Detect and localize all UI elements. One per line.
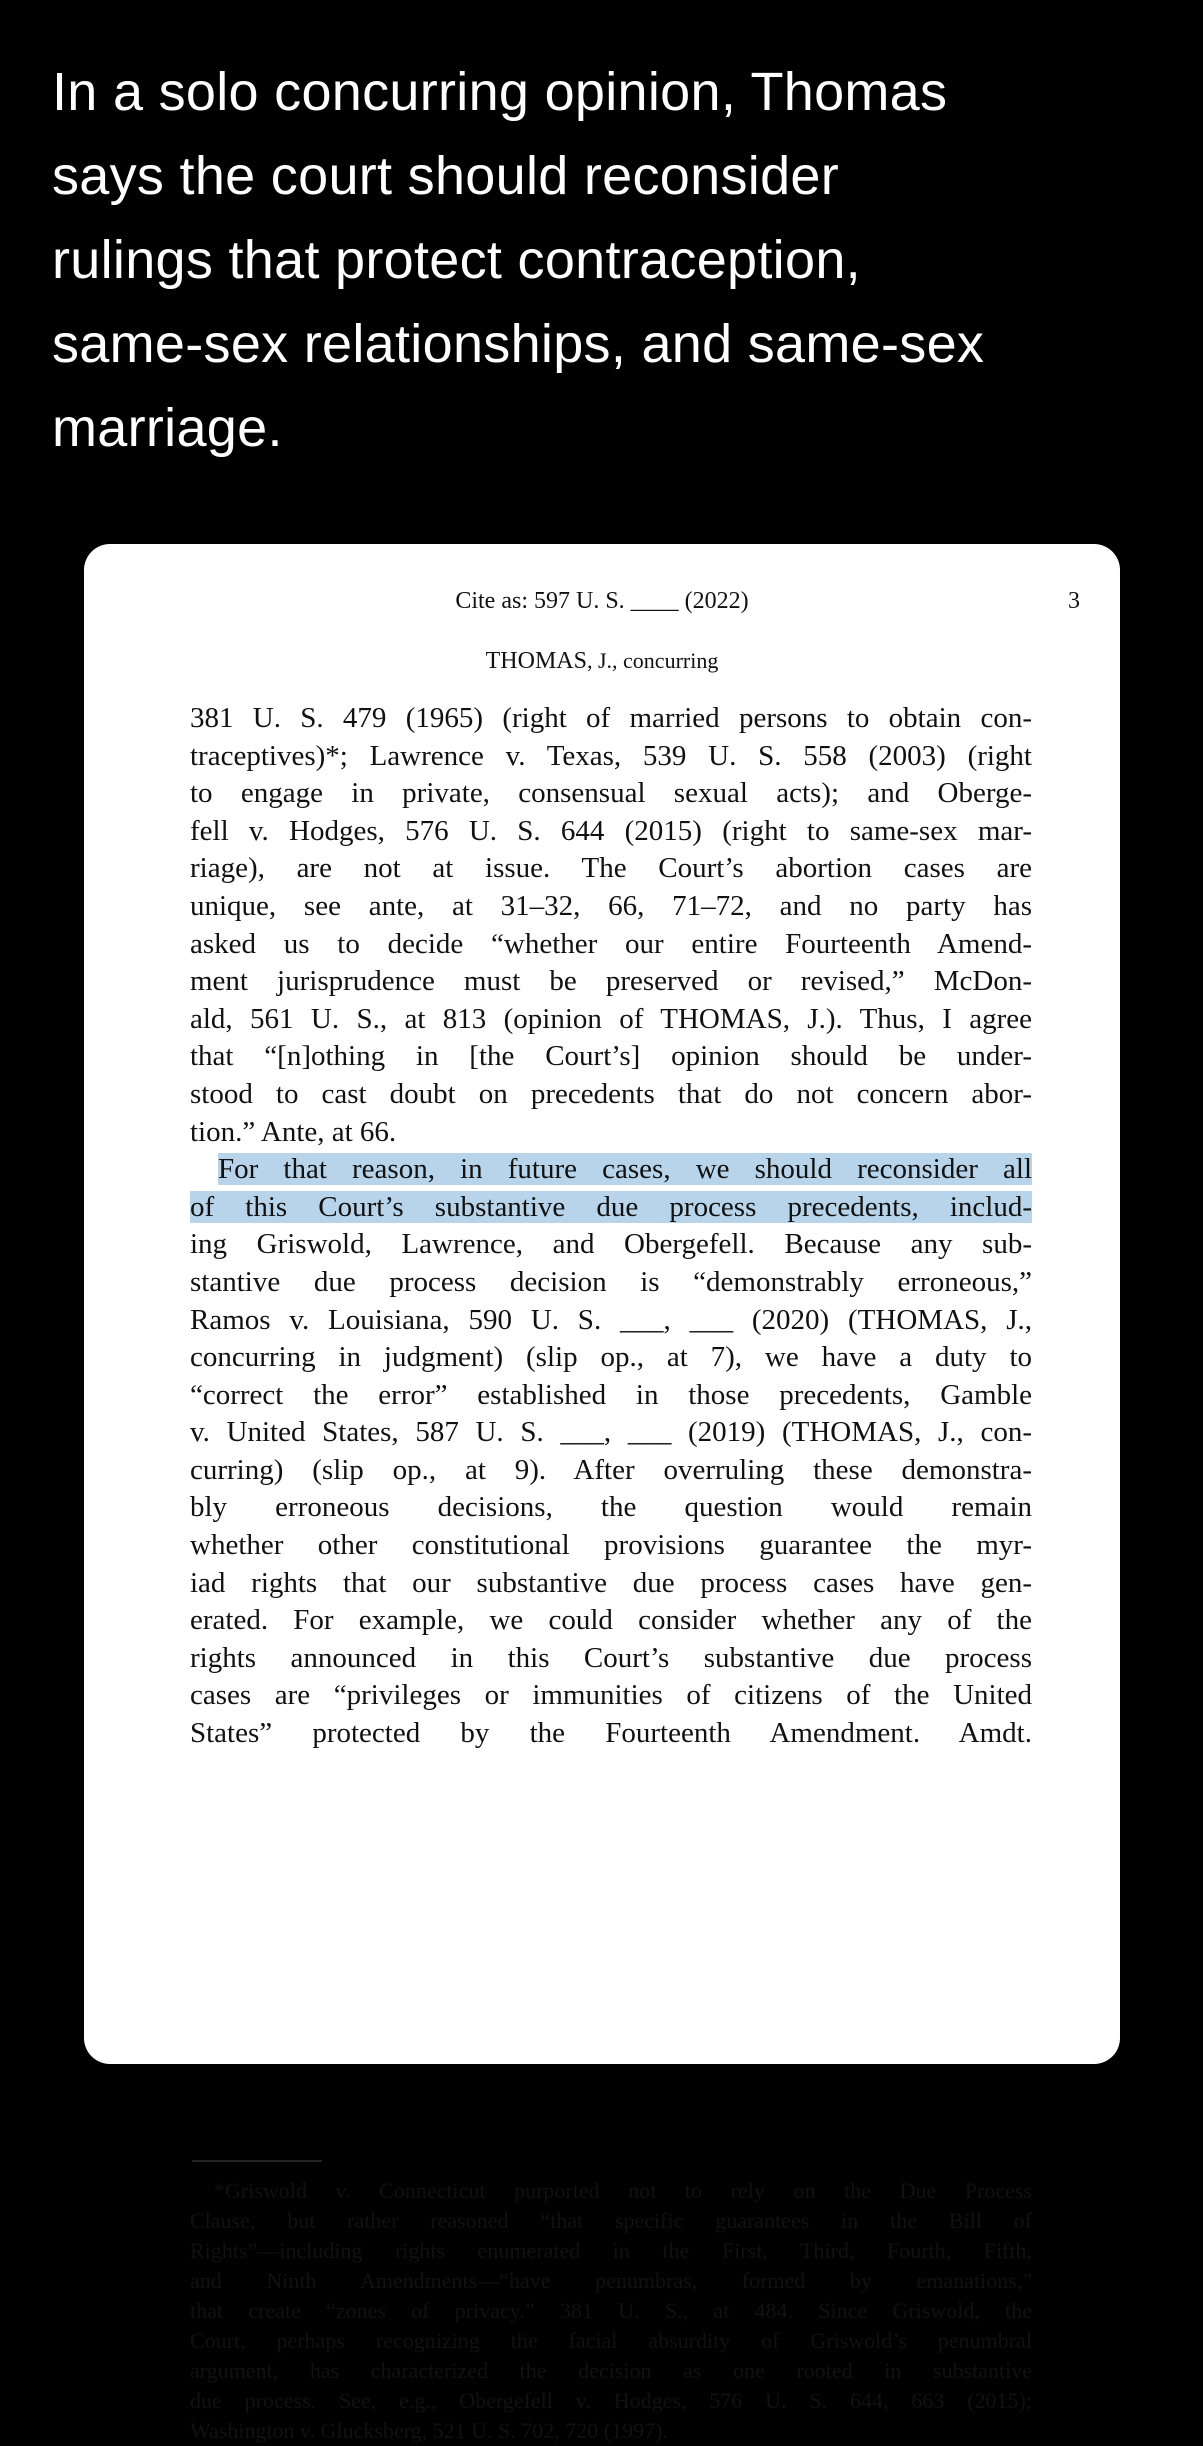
author-name: THOMAS: [485, 648, 587, 674]
body-line: rights announced in this Court’s substantive due process: [190, 1641, 1032, 1674]
body-line: v. United States, 587 U. S. ___, ___ (2019) (THOMAS, J., con-: [190, 1416, 1032, 1449]
body-line: whether other constitutional provisions guarantee the myr-: [190, 1529, 1032, 1562]
footnote-line: *Griswold v. Connecticut purported not to rely on the Due Process: [214, 2178, 1032, 2203]
tweet-text-line: marriage.: [52, 398, 283, 458]
tweet-text-line: rulings that protect contraception,: [52, 230, 861, 290]
body-line: “correct the error” established in those precedents, Gamble: [190, 1378, 1032, 1411]
tweet-text-line: same-sex relationships, and same-sex: [52, 314, 985, 374]
body-line: cases are “privileges or immunities of citizens of the United: [190, 1679, 1032, 1712]
body-line: tion.” Ante, at 66.: [190, 1115, 397, 1148]
body-line: stantive due process decision is “demonstrably erroneous,”: [190, 1265, 1032, 1298]
body-line: concurring in judgment) (slip op., at 7), we have a duty to: [190, 1341, 1032, 1374]
footnote-line: that create “zones of privacy.” 381 U. S., at 484. Since Griswold, the: [190, 2298, 1032, 2323]
body-line: to engage in private, consensual sexual acts); and Oberge-: [190, 777, 1032, 810]
body-line: that “[n]othing in [the Court’s] opinion should be under-: [190, 1040, 1032, 1073]
footnote-line: due process. See, e.g., Obergefell v. Hodges, 576 U. S. 644, 663 (2015);: [190, 2388, 1032, 2413]
body-line: iad rights that our substantive due process cases have gen-: [190, 1566, 1032, 1599]
body-line: fell v. Hodges, 576 U. S. 644 (2015) (right to same-sex mar-: [190, 814, 1032, 847]
highlight: For that reason, in future cases, we should reconsider all: [218, 1153, 1032, 1186]
footnote: [190, 2176, 1032, 2446]
highlight: of this Court’s substantive due process precedents, includ-: [190, 1190, 1032, 1223]
opinion-body: [190, 700, 1032, 1753]
body-line: ment jurisprudence must be preserved or revised,” McDon-: [190, 965, 1032, 998]
body-line: ald, 561 U. S., at 813 (opinion of THOMAS, J.). Thus, I agree: [190, 1002, 1032, 1035]
body-line: traceptives)*; Lawrence v. Texas, 539 U. S. 558 (2003) (right: [190, 739, 1032, 772]
attached-document-image[interactable]: [84, 544, 1120, 2443]
body-line: Ramos v. Louisiana, 590 U. S. ___, ___ (2020) (THOMAS, J.,: [190, 1303, 1032, 1336]
tweet-text-line: In a solo concurring opinion, Thomas: [52, 62, 948, 122]
body-line: asked us to decide “whether our entire Fourteenth Amend-: [190, 927, 1032, 960]
citation-header: Cite as: 597 U. S. ____ (2022): [455, 588, 749, 614]
body-line: bly erroneous decisions, the question would remain: [190, 1491, 1032, 1524]
footnote-line: and Ninth Amendments—“have penumbras, formed by emanations,”: [190, 2268, 1032, 2293]
body-line: unique, see ante, at 31–32, 66, 71–72, and no party has: [190, 889, 1032, 922]
footnote-divider: [192, 2160, 322, 2162]
tweet-text-line: says the court should reconsider: [52, 146, 840, 206]
body-line: 381 U. S. 479 (1965) (right of married persons to obtain con-: [190, 702, 1032, 734]
body-line: curring) (slip op., at 9). After overruling these demonstra-: [190, 1453, 1032, 1486]
footnote-line: Rights”—including rights enumerated in the First, Third, Fourth, Fifth,: [190, 2238, 1032, 2263]
footnote-line: Court, perhaps recognizing the facial absurdity of Griswold’s penumbral: [190, 2328, 1032, 2353]
footnote-line: Washington v. Glucksberg, 521 U. S. 702, 720 (1997).: [190, 2418, 668, 2443]
body-line: erated. For example, we could consider whether any of the: [190, 1604, 1032, 1637]
body-line: stood to cast doubt on precedents that do not concern abor-: [190, 1077, 1032, 1110]
body-line: riage), are not at issue. The Court’s abortion cases are: [190, 852, 1032, 885]
page-number: 3: [1068, 588, 1080, 614]
footnote-line: argument, has characterized the decision as one rooted in substantive: [190, 2358, 1032, 2383]
highlighted-line: [190, 1189, 1032, 1227]
author-line: [84, 648, 1120, 675]
body-line: ing Griswold, Lawrence, and Obergefell. Because any sub-: [190, 1228, 1032, 1261]
author-suffix: , J., concurring: [586, 648, 719, 673]
footnote-line: Clause, but rather reasoned “that specific guarantees in the Bill of: [190, 2208, 1032, 2233]
body-line: States” protected by the Fourteenth Amendment. Amdt.: [190, 1717, 1032, 1750]
highlighted-line: [190, 1151, 1032, 1189]
tweet-text: [52, 50, 1172, 470]
